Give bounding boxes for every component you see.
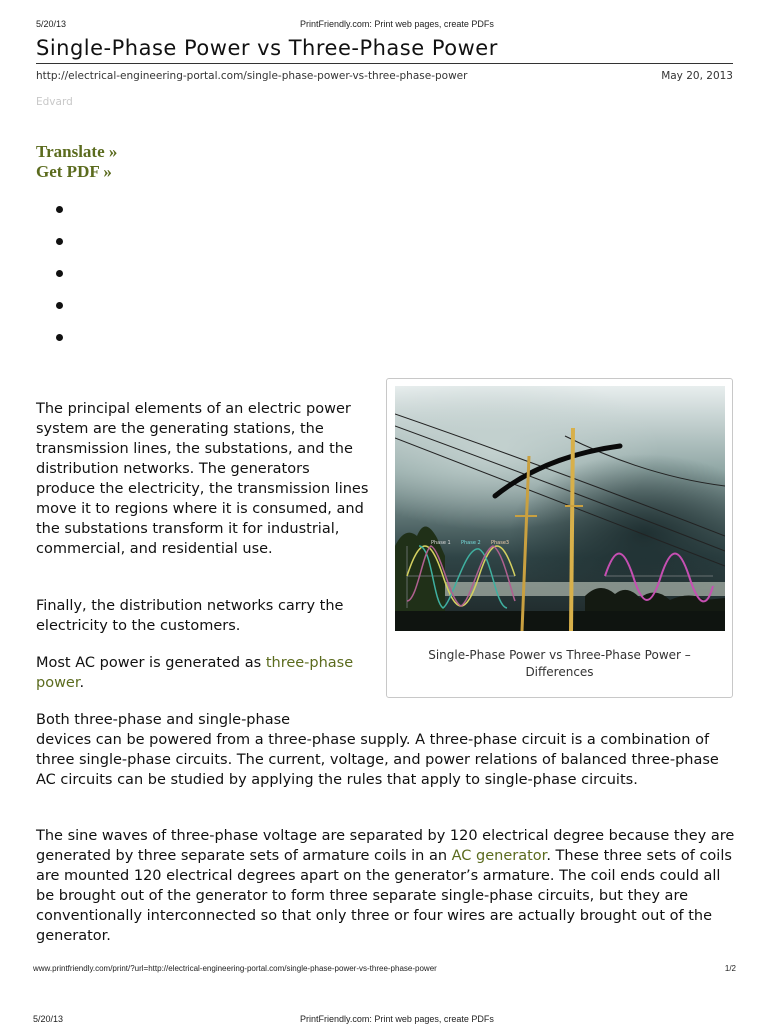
next-page-header-title: PrintFriendly.com: Print web pages, create PDFs bbox=[300, 1014, 494, 1024]
paragraph-1: The principal elements of an electric power system are the generating stations, the transmission lines, the substations, and the distribution networks. The generators produce the electricity, the transmission lines move it to regions where it is consumed, and the substations transform it for industrial, commercial, and residential use. bbox=[36, 401, 369, 557]
power-lines-photo bbox=[395, 386, 725, 631]
title-divider bbox=[36, 63, 733, 64]
paragraph-5-end: . These three sets of coils are mounted 120 electrical degrees apart on the generator’s armature. The coil ends could all be brought out of the generator to form three separate single-phase circuits, but they are conventionally interconnected so that only three or four wires are actually brought out of the generator. bbox=[36, 848, 732, 944]
print-header-title: PrintFriendly.com: Print web pages, create PDFs bbox=[300, 19, 494, 29]
footer-url: www.printfriendly.com/print/?url=http://electrical-engineering-portal.com/single-phase-power-vs-three-phase-power bbox=[33, 964, 437, 973]
list-item-bullet bbox=[56, 270, 63, 277]
list-item-bullet bbox=[56, 238, 63, 245]
three-phase-power-link[interactable]: three-phase power bbox=[36, 655, 354, 691]
figure-caption: Single-Phase Power vs Three-Phase Power – Differences bbox=[428, 648, 691, 679]
graph-label-phase2: Phase 2 bbox=[461, 540, 481, 546]
paragraph-4 bbox=[36, 710, 736, 790]
translate-link[interactable]: Translate » bbox=[36, 142, 118, 161]
paragraph-4-line1: Both three-phase and single-phase bbox=[36, 712, 291, 728]
paragraph-2: Finally, the distribution networks carry the electricity to the customers. bbox=[36, 598, 344, 634]
footer-page-number: 1/2 bbox=[724, 964, 736, 973]
paragraph-4-rest: devices can be powered from a three-phase supply. A three-phase circuit is a combination of three single-phase circuits. The current, voltage, and power relations of balanced three-phase AC circuits can be studied by applying the rules that apply to single-phase circuits. bbox=[36, 732, 719, 788]
paragraph-3-text: Most AC power is generated as bbox=[36, 655, 266, 671]
paragraph-5-text: The sine waves of three-phase voltage are separated by 120 electrical degree because they are generated by three separate sets of armature coils in an bbox=[36, 828, 735, 864]
article-date: May 20, 2013 bbox=[661, 70, 733, 82]
list-item-bullet bbox=[56, 334, 63, 341]
next-page-header-date: 5/20/13 bbox=[33, 1014, 64, 1024]
get-pdf-link[interactable]: Get PDF » bbox=[36, 162, 112, 181]
ac-generator-link[interactable]: AC generator bbox=[451, 848, 547, 864]
page-title: Single-Phase Power vs Three-Phase Power bbox=[36, 36, 498, 60]
list-item-bullet bbox=[56, 302, 63, 309]
paragraph-3 bbox=[36, 653, 366, 693]
article-url: http://electrical-engineering-portal.com/single-phase-power-vs-three-phase-power bbox=[36, 70, 468, 82]
graph-label-phase3: Phase3 bbox=[491, 540, 510, 546]
paragraph-5 bbox=[36, 826, 736, 946]
article-figure bbox=[386, 378, 733, 698]
list-item-bullet bbox=[56, 206, 63, 213]
article-author: Edvard bbox=[36, 96, 73, 108]
paragraph-3-end: . bbox=[79, 675, 85, 691]
graph-label-phase1: Phase 1 bbox=[431, 540, 451, 546]
print-header-date: 5/20/13 bbox=[36, 19, 67, 29]
